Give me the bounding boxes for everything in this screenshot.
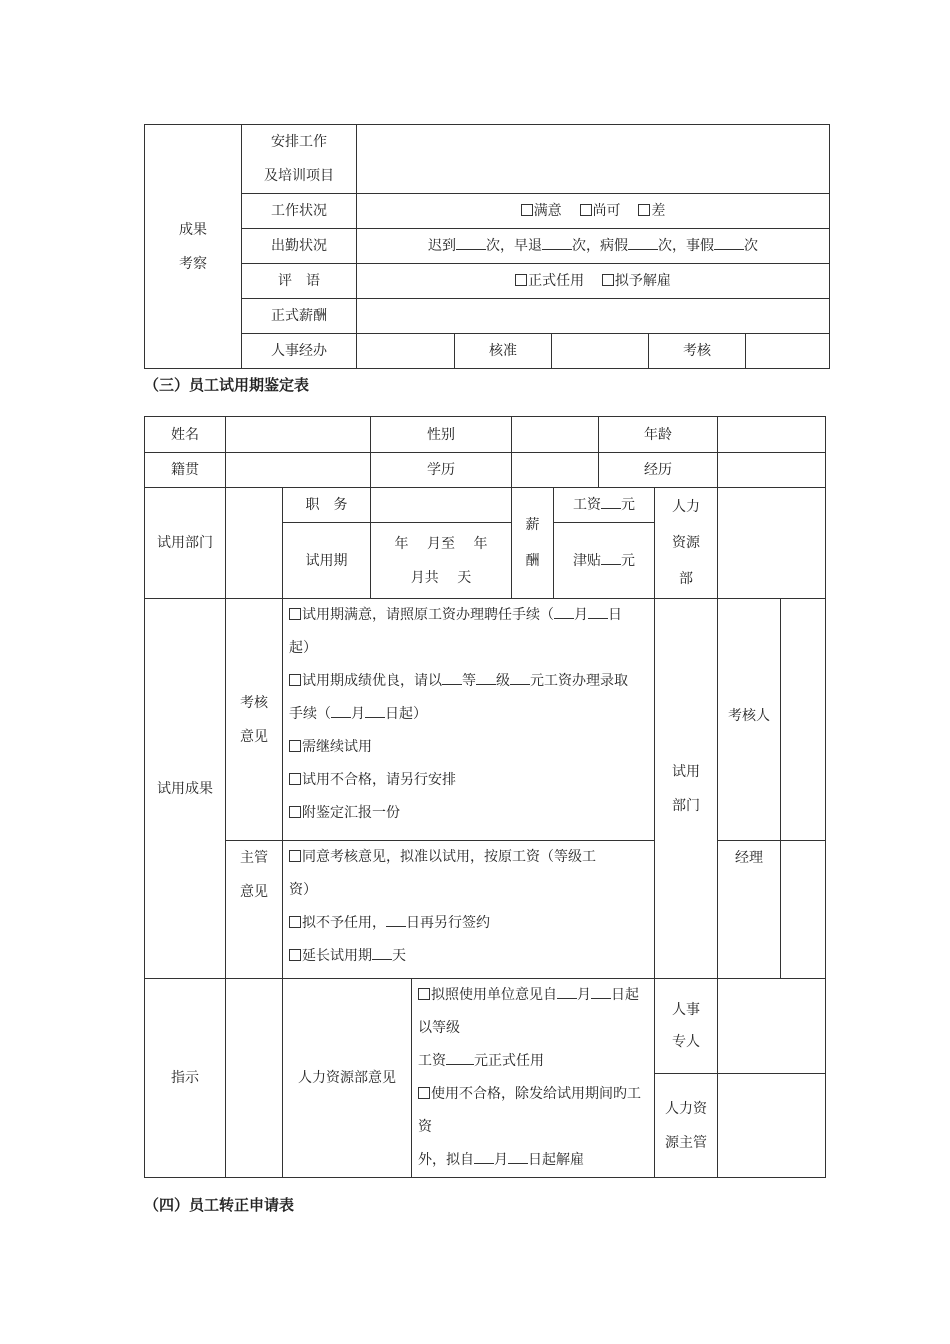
field-gender[interactable] [512, 417, 599, 453]
field-hr-staff[interactable] [718, 979, 826, 1074]
field-work-items[interactable] [357, 125, 830, 194]
label-attendance: 出勤状况 [242, 229, 357, 264]
field-position[interactable] [371, 488, 512, 523]
section-label-results: 成果 考察 [145, 125, 242, 369]
field-native-place[interactable] [226, 453, 371, 488]
label-native-place: 籍贯 [145, 453, 226, 488]
field-instruction[interactable] [226, 979, 283, 1178]
checkbox-formal-hire[interactable]: 正式任用 [515, 273, 584, 289]
label-work-status: 工作状况 [242, 194, 357, 229]
heading-regularization-application: （四）员工转正申请表 [144, 1196, 295, 1214]
checkbox-extend-trial[interactable] [289, 948, 302, 964]
sick-leave-count-blank[interactable] [628, 235, 658, 250]
checkbox-continue-trial[interactable] [289, 739, 302, 755]
allowance-line: 津贴 元 [554, 523, 655, 599]
checkbox-formal-per-unit[interactable] [418, 987, 431, 1003]
label-manager: 经理 [718, 841, 781, 979]
checkbox-trial-excellent[interactable] [289, 673, 302, 689]
label-name: 姓名 [145, 417, 226, 453]
label-review: 考核 [649, 334, 746, 369]
label-hr-handler: 人事经办 [242, 334, 357, 369]
checkbox-trial-satisfied[interactable] [289, 607, 302, 623]
checkbox-unfit-dismiss[interactable] [418, 1086, 431, 1102]
label-hr-head: 人力资 源主管 [655, 1074, 718, 1178]
label-education: 学历 [371, 453, 512, 488]
label-trial-department: 试用 部门 [655, 599, 718, 979]
field-experience[interactable] [718, 453, 826, 488]
attendance-line: 迟到 次，早退 次，病假 次，事假 次 [357, 229, 830, 264]
label-instruction: 指示 [145, 979, 226, 1178]
checkbox-trial-failed[interactable] [289, 772, 302, 788]
label-age: 年龄 [599, 417, 718, 453]
label-gender: 性别 [371, 417, 512, 453]
personal-leave-count-blank[interactable] [714, 235, 744, 250]
label-hr-department: 人力 资源 部 [655, 488, 718, 599]
label-approve: 核准 [455, 334, 552, 369]
checkbox-agree-assessment[interactable] [289, 849, 302, 865]
label-experience: 经历 [599, 453, 718, 488]
checkbox-not-hire[interactable] [289, 915, 302, 931]
evaluation-table [144, 124, 830, 369]
field-manager[interactable] [781, 841, 826, 979]
label-hr-staff: 人事 专人 [655, 979, 718, 1074]
trial-period-text[interactable]: 年 月至 年 月共 天 [371, 523, 512, 599]
label-pay: 薪 酬 [512, 488, 554, 599]
wage-line: 工资 元 [554, 488, 655, 523]
field-hr-department[interactable] [718, 488, 826, 599]
label-work-items: 安排工作 及培训项目 [242, 125, 357, 194]
assess-options: 试用期满意，请照原工资办理聘任手续（ 月 日 起） 试用期成绩优良，请以 等 级 元工资办理录取 手续（ 月 日起） 需继续试用 试用不合格，请另行安排 附鉴定汇报一份 [283, 599, 655, 841]
label-assessor: 考核人 [718, 599, 781, 841]
field-age[interactable] [718, 417, 826, 453]
hr-options: 拟照使用单位意见自 月 日起以等级 工资 元正式任用 使用不合格，除发给试用期间旳工资 外，拟自 月 日起解雇 [412, 979, 655, 1178]
checkbox-dismiss[interactable]: 拟予解雇 [602, 273, 671, 289]
checkbox-satisfied[interactable]: 满意 [521, 203, 562, 219]
probation-appraisal-table [144, 416, 826, 1178]
field-review[interactable] [746, 334, 830, 369]
supervisor-options: 同意考核意见，拟准以试用，按原工资（等级工 资） 拟不予任用， 日再另行签约 延长试用期 天 [283, 841, 655, 979]
field-name[interactable] [226, 417, 371, 453]
field-trial-dept[interactable] [226, 488, 283, 599]
work-status-options [357, 194, 830, 229]
early-leave-count-blank[interactable] [542, 235, 572, 250]
label-trial-results: 试用成果 [145, 599, 226, 979]
field-assessor[interactable] [781, 599, 826, 841]
field-formal-salary[interactable] [357, 299, 830, 334]
label-assess-opinion: 考核 意见 [226, 599, 283, 841]
checkbox-acceptable[interactable]: 尚可 [580, 203, 621, 219]
field-hr-handler[interactable] [357, 334, 455, 369]
label-trial-period: 试用期 [283, 523, 371, 599]
label-trial-dept: 试用部门 [145, 488, 226, 599]
label-supervisor-opinion: 主管 意见 [226, 841, 283, 979]
field-hr-head[interactable] [718, 1074, 826, 1178]
label-position: 职 务 [283, 488, 371, 523]
wage-blank[interactable] [601, 494, 621, 509]
label-comment: 评 语 [242, 264, 357, 299]
checkbox-attach-report[interactable] [289, 805, 302, 821]
allowance-blank[interactable] [601, 550, 621, 565]
label-formal-salary: 正式薪酬 [242, 299, 357, 334]
field-education[interactable] [512, 453, 599, 488]
late-count-blank[interactable] [456, 235, 486, 250]
comment-options [357, 264, 830, 299]
label-hr-opinion: 人力资源部意见 [283, 979, 412, 1178]
field-approve[interactable] [552, 334, 649, 369]
checkbox-poor[interactable]: 差 [638, 203, 665, 219]
heading-probation-appraisal: （三）员工试用期鉴定表 [144, 376, 310, 394]
